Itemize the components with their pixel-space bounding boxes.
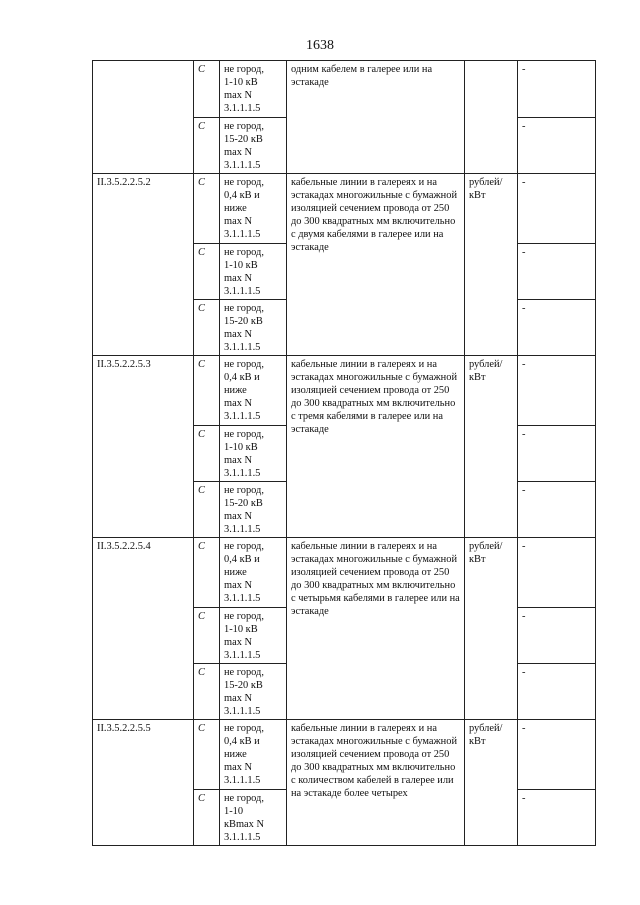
condition-line: max N <box>224 693 252 704</box>
value-cell: - <box>518 244 596 300</box>
condition-line: max N <box>224 455 252 466</box>
conditions-cell <box>220 244 287 300</box>
condition-line: max N <box>224 511 252 522</box>
unit-cell: рублей/ кВт <box>465 356 518 538</box>
condition-line: 3.1.1.1.5 <box>224 229 261 240</box>
condition-line: 0,4 кВ и <box>224 736 260 747</box>
condition-line: max N <box>224 147 252 158</box>
condition-line: 1-10 кВ <box>224 260 258 271</box>
row-code-cell <box>93 61 194 174</box>
condition-line: 3.1.1.1.5 <box>224 706 261 717</box>
condition-line: max N <box>224 273 252 284</box>
condition-line: 0,4 кВ и <box>224 554 260 565</box>
conditions-cell <box>220 61 287 118</box>
conditions-cell <box>220 300 287 356</box>
value-cell: - <box>518 790 596 846</box>
value-cell: - <box>518 356 596 426</box>
condition-line: не город, <box>224 121 264 132</box>
condition-line: 15-20 кВ <box>224 680 263 691</box>
description-cell: кабельные линии в галереях и на эстакадах многожильные с бумажной изоляцией сечением провода от 250 до 300 квадратных мм включительно с количеством кабелей в галерее или на эстакаде более четырех <box>287 720 465 846</box>
table-row <box>93 174 596 244</box>
condition-line: ниже <box>224 567 247 578</box>
condition-line: max N <box>224 398 252 409</box>
condition-line: 3.1.1.1.5 <box>224 593 261 604</box>
table-row <box>93 720 596 790</box>
value-cell: - <box>518 300 596 356</box>
condition-line: 3.1.1.1.5 <box>224 775 261 786</box>
conditions-cell <box>220 426 287 482</box>
row-code-cell: II.3.5.2.2.5.2 <box>93 174 194 356</box>
value-cell: - <box>518 608 596 664</box>
conditions-cell <box>220 664 287 720</box>
condition-line: 3.1.1.1.5 <box>224 832 261 843</box>
category-cell: С <box>194 118 220 174</box>
unit-cell: рублей/ кВт <box>465 720 518 846</box>
condition-line: ниже <box>224 203 247 214</box>
condition-line: 15-20 кВ <box>224 134 263 145</box>
conditions-cell <box>220 118 287 174</box>
unit-cell <box>465 61 518 174</box>
category-cell: С <box>194 720 220 790</box>
category-cell: С <box>194 664 220 720</box>
condition-line: max N <box>224 580 252 591</box>
description-cell: одним кабелем в галерее или на эстакаде <box>287 61 465 174</box>
value-cell: - <box>518 61 596 118</box>
category-cell: С <box>194 538 220 608</box>
row-code-cell: II.3.5.2.2.5.4 <box>93 538 194 720</box>
conditions-cell <box>220 538 287 608</box>
description-cell: кабельные линии в галереях и на эстакадах многожильные с бумажной изоляцией сечением провода от 250 до 300 квадратных мм включительно с тремя кабелями в галерее или на эстакаде <box>287 356 465 538</box>
condition-line: кВmax N <box>224 819 264 830</box>
tariff-table <box>92 60 596 846</box>
page-number: 1638 <box>306 38 334 53</box>
condition-line: не город, <box>224 541 264 552</box>
condition-line: не город, <box>224 303 264 314</box>
value-cell: - <box>518 174 596 244</box>
condition-line: 3.1.1.1.5 <box>224 342 261 353</box>
conditions-cell <box>220 720 287 790</box>
condition-line: 3.1.1.1.5 <box>224 650 261 661</box>
conditions-cell <box>220 482 287 538</box>
category-cell: С <box>194 174 220 244</box>
condition-line: не город, <box>224 611 264 622</box>
value-cell: - <box>518 118 596 174</box>
condition-line: 1-10 <box>224 806 244 817</box>
row-code-cell: II.3.5.2.2.5.3 <box>93 356 194 538</box>
unit-cell: рублей/ кВт <box>465 538 518 720</box>
condition-line: не город, <box>224 667 264 678</box>
description-cell: кабельные линии в галереях и на эстакадах многожильные с бумажной изоляцией сечением провода от 250 до 300 квадратных мм включительно с четырьмя кабелями в галерее или на эстакаде <box>287 538 465 720</box>
table-row <box>93 61 596 118</box>
condition-line: не город, <box>224 177 264 188</box>
conditions-cell <box>220 790 287 846</box>
category-cell: С <box>194 482 220 538</box>
conditions-cell <box>220 174 287 244</box>
condition-line: не город, <box>224 723 264 734</box>
condition-line: не город, <box>224 247 264 258</box>
condition-line: 3.1.1.1.5 <box>224 103 261 114</box>
category-cell: С <box>194 608 220 664</box>
condition-line: max N <box>224 762 252 773</box>
value-cell: - <box>518 664 596 720</box>
condition-line: 3.1.1.1.5 <box>224 160 261 171</box>
value-cell: - <box>518 720 596 790</box>
condition-line: 15-20 кВ <box>224 498 263 509</box>
condition-line: 0,4 кВ и <box>224 372 260 383</box>
condition-line: max N <box>224 90 252 101</box>
condition-line: 1-10 кВ <box>224 77 258 88</box>
condition-line: 1-10 кВ <box>224 624 258 635</box>
category-cell: С <box>194 61 220 118</box>
table-row <box>93 538 596 608</box>
condition-line: не город, <box>224 359 264 370</box>
value-cell: - <box>518 538 596 608</box>
category-cell: С <box>194 300 220 356</box>
condition-line: не город, <box>224 64 264 75</box>
condition-line: max N <box>224 329 252 340</box>
category-cell: С <box>194 244 220 300</box>
value-cell: - <box>518 482 596 538</box>
unit-cell: рублей/ кВт <box>465 174 518 356</box>
table-row <box>93 356 596 426</box>
condition-line: 3.1.1.1.5 <box>224 524 261 535</box>
condition-line: max N <box>224 216 252 227</box>
description-cell: кабельные линии в галереях и на эстакадах многожильные с бумажной изоляцией сечением провода от 250 до 300 квадратных мм включительно с двумя кабелями в галерее или на эстакаде <box>287 174 465 356</box>
condition-line: не город, <box>224 485 264 496</box>
condition-line: 1-10 кВ <box>224 442 258 453</box>
condition-line: не город, <box>224 793 264 804</box>
condition-line: 15-20 кВ <box>224 316 263 327</box>
condition-line: max N <box>224 637 252 648</box>
condition-line: 3.1.1.1.5 <box>224 411 261 422</box>
condition-line: 3.1.1.1.5 <box>224 286 261 297</box>
condition-line: ниже <box>224 385 247 396</box>
category-cell: С <box>194 426 220 482</box>
conditions-cell <box>220 356 287 426</box>
condition-line: ниже <box>224 749 247 760</box>
condition-line: не город, <box>224 429 264 440</box>
condition-line: 3.1.1.1.5 <box>224 468 261 479</box>
conditions-cell <box>220 608 287 664</box>
category-cell: С <box>194 790 220 846</box>
category-cell: С <box>194 356 220 426</box>
row-code-cell: II.3.5.2.2.5.5 <box>93 720 194 846</box>
value-cell: - <box>518 426 596 482</box>
condition-line: 0,4 кВ и <box>224 190 260 201</box>
